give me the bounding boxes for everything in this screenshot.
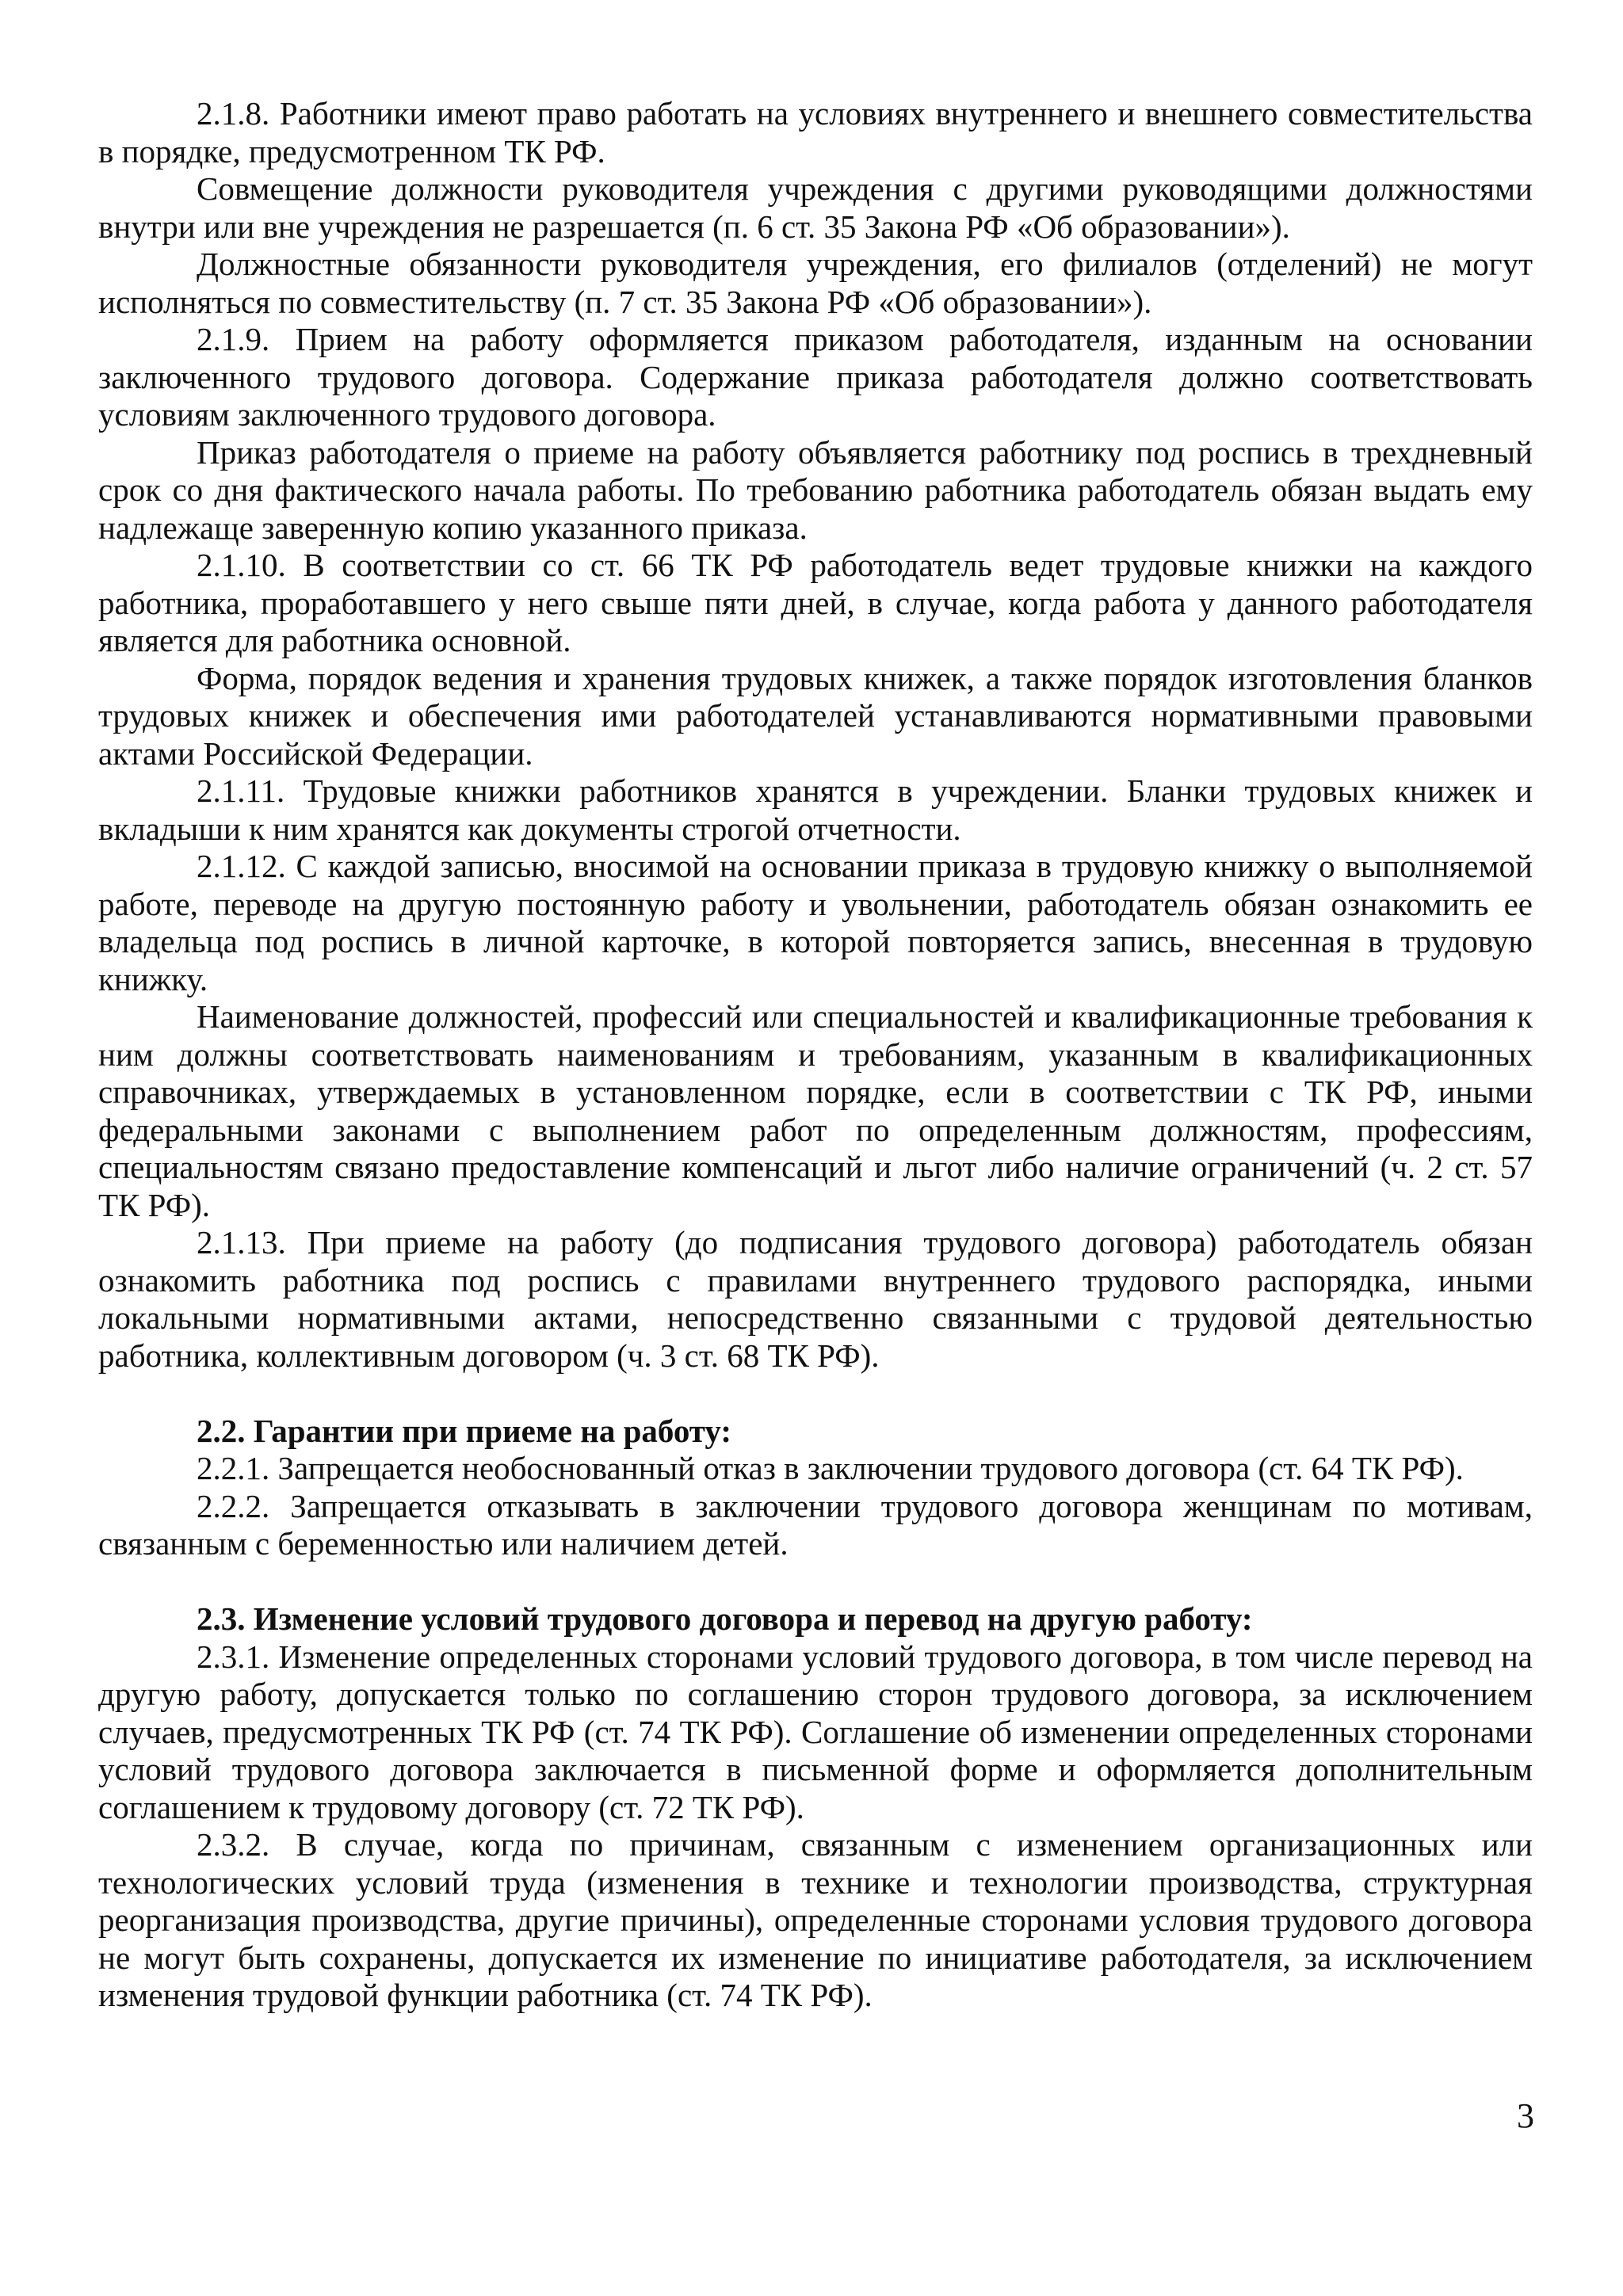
section-heading-2-2: 2.2. Гарантии при приеме на работу: <box>197 1412 732 1449</box>
paragraph-2-1-10: 2.1.10. В соответствии со ст. 66 ТК РФ работодатель ведет трудовые книжки на каждого работника, проработавшего у него свыше пяти дней, в случае, когда работа у данного работодателя является для работника основной. <box>98 547 1533 658</box>
paragraph-2-1-11: 2.1.11. Трудовые книжки работников хранятся в учреждении. Бланки трудовых книжек и вкладыши к ним хранятся как документы строгой отчетности. <box>98 772 1533 847</box>
paragraph-2-3-1: 2.3.1. Изменение определенных сторонами условий трудового договора, в том числе перевод на другую работу, допускается только по соглашению сторон трудового договора, за исключением случаев, предусмотренных ТК РФ (ст. 74 ТК РФ). Соглашение об изменении определенных сторонами условий трудового договора заключается в письменной форме и оформляется дополнительным соглашением к трудовому договору (ст. 72 ТК РФ). <box>98 1638 1533 1825</box>
paragraph-2-1-12: 2.1.12. С каждой записью, вносимой на основании приказа в трудовую книжку о выполняемой работе, переводе на другую постоянную работу и увольнении, работодатель обязан ознакомить ее владельца под роспись в личной карточке, в которой повторяется запись, внесенная в трудовую книжку. <box>98 848 1533 997</box>
paragraph-workbook-form: Форма, порядок ведения и хранения трудовых книжек, а также порядок изготовления бланков трудовых книжек и обеспечения ими работодателей устанавливаются нормативными правовыми актами Российской Федерации. <box>98 659 1533 772</box>
section-gap <box>98 1375 1533 1413</box>
paragraph-2-2-2: 2.2.2. Запрещается отказывать в заключении трудового договора женщинам по мотивам, связанным с беременностью или наличием детей. <box>98 1487 1533 1562</box>
paragraph-order-announcement: Приказ работодателя о приеме на работу объявляется работнику под роспись в трехдневный срок со дня фактического начала работы. По требованию работника работодатель обязан выдать ему надлежаще заверенную копию указанного приказа. <box>98 433 1533 546</box>
paragraph-position-names: Наименование должностей, профессий или специальностей и квалификационные требования к ним должны соответствовать наименованиям и требованиям, указанным в квалификационных справочниках, утверждаемых в установленном порядке, если в соответствии с ТК РФ, иными федеральными законами с выполнением работ по определенным должностям, профессиям, специальностям связано предоставление компенсаций и льгот либо наличие ограничений (ч. 2 ст. 57 ТК РФ). <box>98 998 1533 1223</box>
paragraph-duties-rule: Должностные обязанности руководителя учреждения, его филиалов (отделений) не могут исполняться по совместительству (п. 7 ст. 35 Закона РФ «Об образовании»). <box>98 246 1533 320</box>
paragraph-2-1-8: 2.1.8. Работники имеют право работать на условиях внутреннего и внешнего совместительства в порядке, предусмотренном ТК РФ. <box>98 95 1533 170</box>
paragraph-2-1-9: 2.1.9. Прием на работу оформляется приказом работодателя, изданным на основании заключенного трудового договора. Содержание приказа работодателя должно соответствовать условиям заключенного трудового договора. <box>98 321 1533 433</box>
paragraph-combination-rule: Совмещение должности руководителя учреждения с другими руководящими должностями внутри или вне учреждения не разрешается (п. 6 ст. 35 Закона РФ «Об образовании»). <box>98 170 1533 245</box>
paragraph-2-1-13: 2.1.13. При приеме на работу (до подписания трудового договора) работодатель обязан ознакомить работника под роспись с правилами внутреннего трудового распорядка, иными локальными нормативными актами, непосредственно связанными с трудовой деятельностью работника, коллективным договором (ч. 3 ст. 68 ТК РФ). <box>98 1224 1533 1374</box>
paragraph-2-3-2: 2.3.2. В случае, когда по причинам, связанным с изменением организационных или технологических условий труда (изменения в технике и технологии производства, структурная реорганизация производства, другие причины), определенные сторонами условия трудового договора не могут быть сохранены, допускается их изменение по инициативе работодателя, за исключением изменения трудовой функции работника (ст. 74 ТК РФ). <box>98 1826 1533 2013</box>
document-page <box>98 95 1533 2015</box>
section-heading-2-3: 2.3. Изменение условий трудового договора и перевод на другую работу: <box>197 1600 1253 1637</box>
section-gap <box>98 1563 1533 1601</box>
page-number: 3 <box>1517 2096 1534 2135</box>
paragraph-2-2-1: 2.2.1. Запрещается необоснованный отказ в заключении трудового договора (ст. 64 ТК РФ). <box>197 1450 1464 1486</box>
